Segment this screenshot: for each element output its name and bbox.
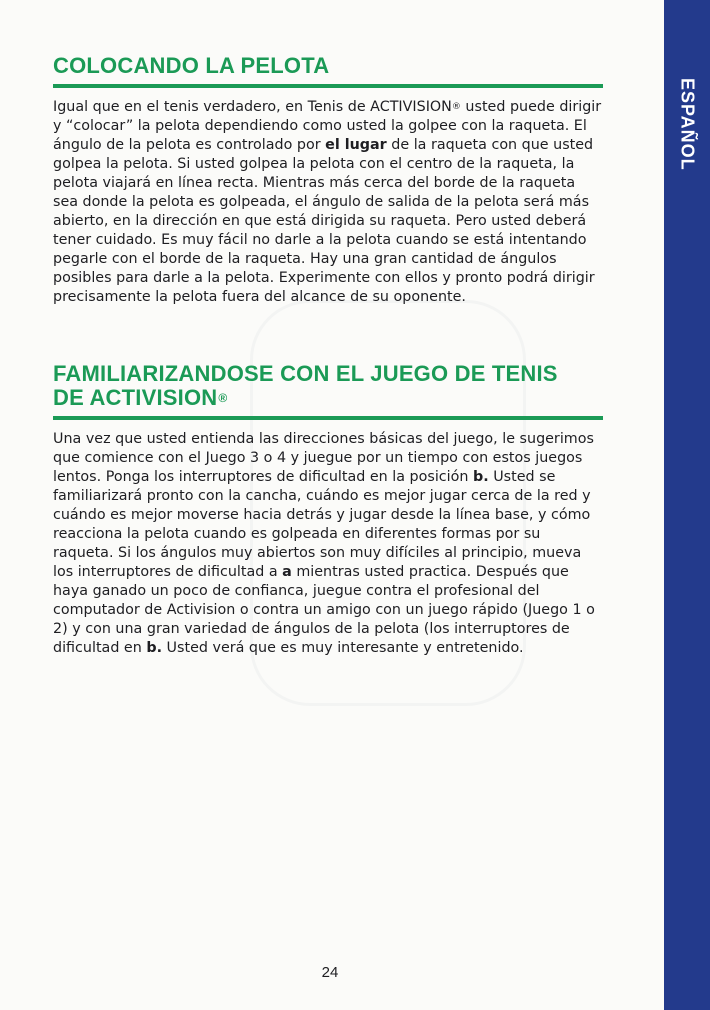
paragraph-text: mientras usted practica. Después que haya ganado un poco de confianca, juegue contra el profesional del computador de Activision o contra un amigo con un juego rápido (Juego 1 o 2) y con una gran variedad de ángulos de la pelota (los interruptores de dificultad en (53, 564, 595, 656)
title-line: FAMILIARIZANDOSE CON EL JUEGO DE TENIS (53, 361, 558, 386)
paragraph-text: Igual que en el tenis verdadero, en Tenis de ACTIVISION (53, 99, 452, 115)
section-paragraph (53, 98, 603, 307)
bold-term: el lugar (325, 137, 387, 153)
section-paragraph (53, 430, 603, 658)
heading-rule (53, 416, 603, 420)
title-line (53, 386, 603, 410)
language-label: ESPAÑOL (677, 78, 698, 171)
registered-mark: ® (451, 102, 461, 112)
bold-term: b. (472, 469, 489, 485)
paragraph-text: usted puede dirigir y “colocar” la pelota dependiendo como usted la golpee con la raqueta. El ángulo de la pelota es controlado por (53, 99, 602, 153)
registered-mark: ® (218, 391, 228, 405)
language-side-tab (664, 0, 710, 1010)
section-title: COLOCANDO LA PELOTA (53, 53, 330, 78)
title-text: DE ACTIVISION (53, 385, 218, 410)
heading-rule (53, 84, 603, 88)
section-getting-familiar (53, 362, 603, 658)
bold-term: b. (146, 640, 163, 656)
paragraph-text: de la raqueta con que usted golpea la pelota. Si usted golpea la pelota con el centro de la raqueta, la pelota viajará en línea recta. Mientras más cerca del borde de la raqueta sea donde la pelota es golpeada, el ángulo de salida de la pelota será más abierto, en la dirección en que está dirigida su raqueta. Pero usted deberá tener cuidado. Es muy fácil no darle a la pelota cuando se está intentando pegarle con el borde de la raqueta. Hay una gran cantidad de ángulos posibles para darle a la pelota. Experimente con ellos y pronto podrá dirigir precisamente la pelota fuera del alcance de su oponente. (53, 137, 595, 305)
paragraph-text: Usted se familiarizará pronto con la cancha, cuándo es mejor jugar cerca de la red y cuándo es mejor moverse hacia detrás y jugar desde la línea base, y cómo reacciona la pelota cuando es golpeada en diferentes formas por su raqueta. Si los ángulos muy abiertos son muy difíciles al principio, mueva los interruptores de dificultad a (53, 469, 591, 580)
page-number: 24 (321, 964, 339, 981)
section-title (53, 362, 603, 410)
section-placing-the-ball (53, 54, 603, 307)
paragraph-text: Una vez que usted entienda las direcciones básicas del juego, le sugerimos que comience con el Juego 3 o 4 y juegue por un tiempo con estos juegos lentos. Ponga los interruptores de dificultad en la posición (53, 431, 594, 485)
paragraph-text: Usted verá que es muy interesante y entretenido. (162, 640, 524, 656)
bold-term: a (282, 564, 292, 580)
